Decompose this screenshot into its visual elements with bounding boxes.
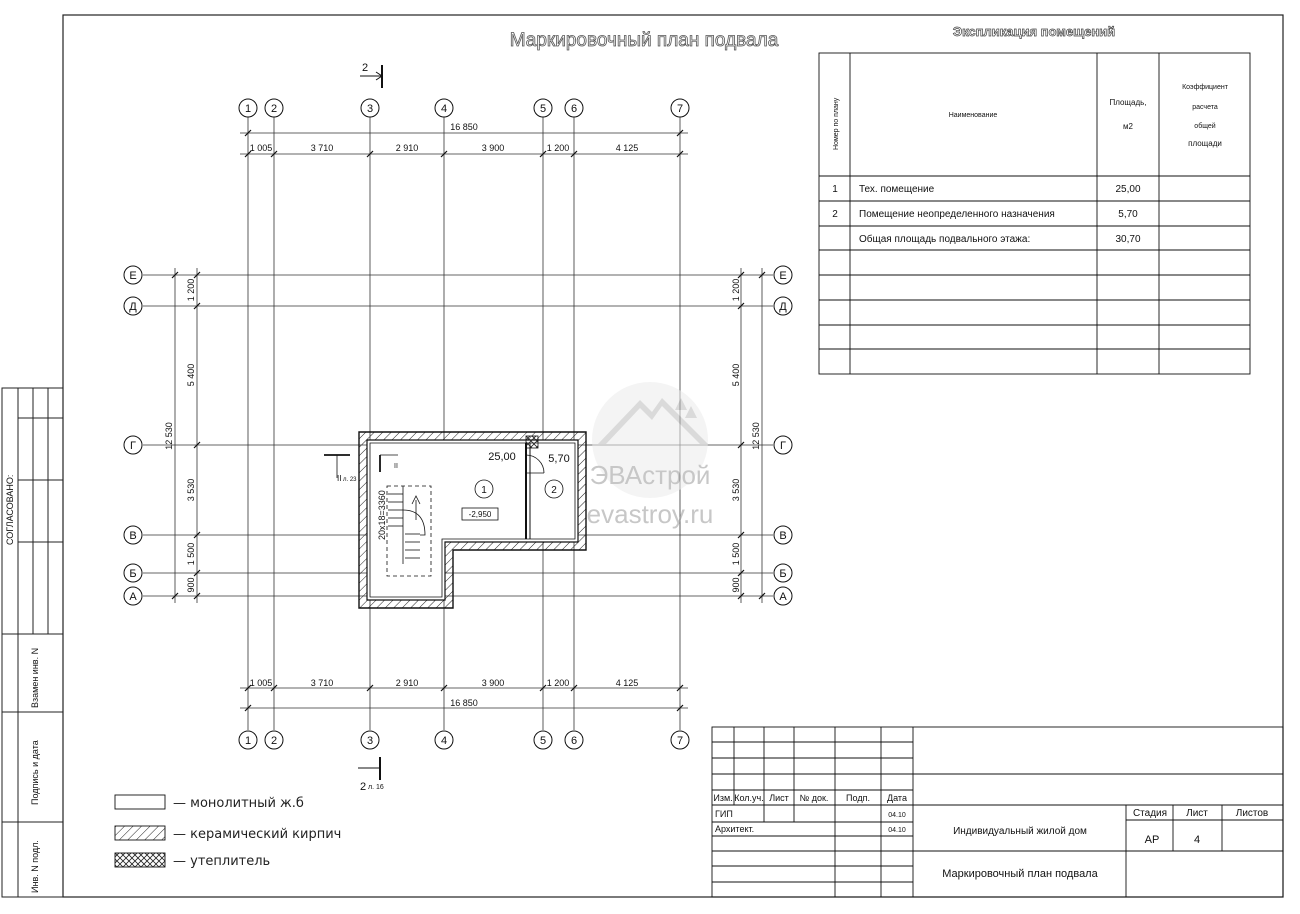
room-1-number: 1	[481, 485, 487, 496]
svg-text:А: А	[779, 591, 787, 603]
tb-gip: ГИП	[715, 809, 733, 819]
watermark-url: evastroy.ru	[586, 499, 714, 529]
svg-text:Б: Б	[129, 568, 137, 580]
svg-text:4: 4	[440, 103, 448, 115]
legend-swatch-insulation	[115, 853, 165, 867]
sign-date-label: Подпись и дата	[30, 740, 40, 805]
dims-top	[240, 122, 688, 157]
swap-inv-label: Взамен инв. N	[30, 647, 40, 708]
svg-text:1: 1	[244, 103, 252, 115]
svg-text:2: 2	[360, 781, 367, 793]
svg-text:3 710: 3 710	[310, 143, 334, 153]
tb-sheet: 4	[1193, 834, 1201, 846]
svg-text:2: 2	[362, 62, 369, 74]
svg-text:Г: Г	[130, 440, 136, 452]
svg-text:3 900: 3 900	[481, 678, 505, 688]
tb-sheets-header: Листов	[1235, 808, 1269, 819]
svg-text:Е: Е	[779, 270, 787, 282]
axis-bubbles-left	[124, 266, 142, 605]
explication-title: Экспликация помещений	[952, 24, 1116, 39]
svg-text:1 005: 1 005	[249, 678, 273, 688]
svg-text:А: А	[129, 591, 137, 603]
col-header-coef-2: расчета	[1192, 104, 1218, 111]
row-total-area: 30,70	[1115, 234, 1141, 245]
dims-left	[164, 268, 200, 603]
dims-bottom	[240, 678, 688, 711]
watermark	[587, 382, 714, 529]
stair-label: 20x18=3360	[377, 490, 387, 540]
row-1-name: Тех. помещение	[859, 184, 935, 195]
col-header-coef-1: Коэффициент	[1182, 84, 1228, 91]
svg-text:л. 23: л. 23	[343, 477, 357, 483]
legend-label-brick: — керамический кирпич	[173, 827, 342, 842]
svg-text:16 850: 16 850	[450, 122, 478, 132]
svg-text:Г: Г	[780, 440, 786, 452]
svg-text:1 200: 1 200	[546, 678, 570, 688]
svg-text:л. 16: л. 16	[368, 784, 384, 791]
svg-text:6: 6	[570, 735, 578, 747]
svg-text:7: 7	[676, 103, 684, 115]
svg-text:3: 3	[366, 103, 374, 115]
svg-text:II: II	[337, 474, 342, 483]
svg-text:16 850: 16 850	[450, 698, 478, 708]
svg-text:В: В	[129, 530, 137, 542]
svg-text:II: II	[394, 463, 398, 470]
row-2-name: Помещение неопределенного назначения	[859, 209, 1055, 220]
tb-architect-date: 04.10	[888, 827, 906, 834]
svg-text:1: 1	[244, 735, 252, 747]
inv-orig-label: Инв. N подл.	[30, 840, 40, 893]
svg-text:2: 2	[270, 103, 278, 115]
agreed-label: СОГЛАСОВАНО:	[5, 474, 15, 545]
col-header-num: Номер по плану	[833, 97, 840, 150]
svg-text:1 500: 1 500	[731, 542, 741, 566]
axis-bubbles-right	[774, 266, 792, 605]
svg-text:6: 6	[570, 103, 578, 115]
legend-label-insulation: — утеплитель	[173, 854, 271, 869]
row-2-num: 2	[832, 209, 838, 220]
svg-text:1 200: 1 200	[731, 278, 741, 302]
tb-stage-header: Стадия	[1132, 808, 1168, 819]
svg-text:3 710: 3 710	[310, 678, 334, 688]
svg-text:2 910: 2 910	[395, 143, 419, 153]
tb-architect: Архитект.	[715, 824, 755, 834]
col-header-area-unit: м2	[1123, 122, 1133, 131]
col-header-coef-4: площади	[1188, 139, 1222, 148]
legend-swatch-brick	[115, 826, 165, 840]
section-mark-top	[360, 62, 382, 88]
svg-text:5: 5	[539, 735, 547, 747]
svg-text:1 200: 1 200	[546, 143, 570, 153]
tb-col-list: Лист	[769, 793, 789, 803]
side-stamp	[2, 388, 63, 897]
svg-text:3 530: 3 530	[186, 478, 196, 502]
svg-text:2: 2	[270, 735, 278, 747]
svg-text:900: 900	[186, 577, 196, 593]
col-header-area: Площадь,	[1109, 98, 1147, 107]
svg-text:900: 900	[731, 577, 741, 593]
plan-title: Маркировочный план подвала	[509, 30, 779, 51]
axis-bubbles-top	[239, 99, 689, 117]
room-2-area: 5,70	[548, 453, 570, 465]
svg-text:3 900: 3 900	[481, 143, 505, 153]
room-1-level: -2,950	[468, 510, 492, 519]
svg-text:12 530: 12 530	[751, 422, 761, 450]
svg-text:1 500: 1 500	[186, 542, 196, 566]
tb-sheet-header: Лист	[1186, 808, 1208, 819]
col-header-coef-3: общей	[1194, 123, 1216, 130]
row-2-area: 5,70	[1118, 209, 1138, 220]
svg-text:Б: Б	[779, 568, 787, 580]
tb-gip-date: 04.10	[888, 812, 906, 819]
room-2-number: 2	[551, 485, 557, 496]
svg-text:4 125: 4 125	[615, 143, 639, 153]
svg-text:Д: Д	[779, 301, 787, 313]
section-mark-left	[324, 455, 357, 483]
col-header-name: Наименование	[948, 112, 998, 119]
svg-text:5: 5	[539, 103, 547, 115]
svg-text:3: 3	[366, 735, 374, 747]
axis-bubbles-bottom	[239, 731, 689, 749]
svg-text:5 400: 5 400	[731, 363, 741, 387]
tb-project: Индивидуальный жилой дом	[953, 826, 1087, 837]
svg-text:3 530: 3 530	[731, 478, 741, 502]
legend	[115, 795, 341, 869]
legend-label-concrete: — монолитный ж.б	[173, 796, 304, 811]
svg-text:Д: Д	[129, 301, 137, 313]
watermark-brand: ЭВАстрой	[589, 460, 711, 490]
tb-stage: АР	[1144, 834, 1160, 846]
dims-right	[731, 268, 765, 603]
tb-col-kol: Кол.уч.	[734, 793, 764, 803]
svg-text:4: 4	[440, 735, 448, 747]
svg-text:12 530: 12 530	[164, 422, 174, 450]
svg-text:1 005: 1 005	[249, 143, 273, 153]
tb-col-sign: Подп.	[846, 793, 870, 803]
svg-text:2 910: 2 910	[395, 678, 419, 688]
svg-text:Е: Е	[129, 270, 137, 282]
svg-text:1 200: 1 200	[186, 278, 196, 302]
tb-col-doc: № док.	[799, 793, 829, 803]
tb-col-date: Дата	[887, 793, 907, 803]
svg-text:В: В	[779, 530, 787, 542]
svg-text:7: 7	[676, 735, 684, 747]
svg-text:5 400: 5 400	[186, 363, 196, 387]
row-total-name: Общая площадь подвального этажа:	[859, 234, 1031, 245]
svg-text:4 125: 4 125	[615, 678, 639, 688]
section-mark-bottom	[358, 757, 384, 793]
room-1-area: 25,00	[488, 451, 516, 463]
legend-swatch-concrete	[115, 795, 165, 809]
row-1-area: 25,00	[1115, 184, 1141, 195]
tb-col-izm: Изм.	[713, 793, 733, 803]
tb-sheet-title: Маркировочный план подвала	[942, 868, 1098, 880]
row-1-num: 1	[832, 184, 838, 195]
